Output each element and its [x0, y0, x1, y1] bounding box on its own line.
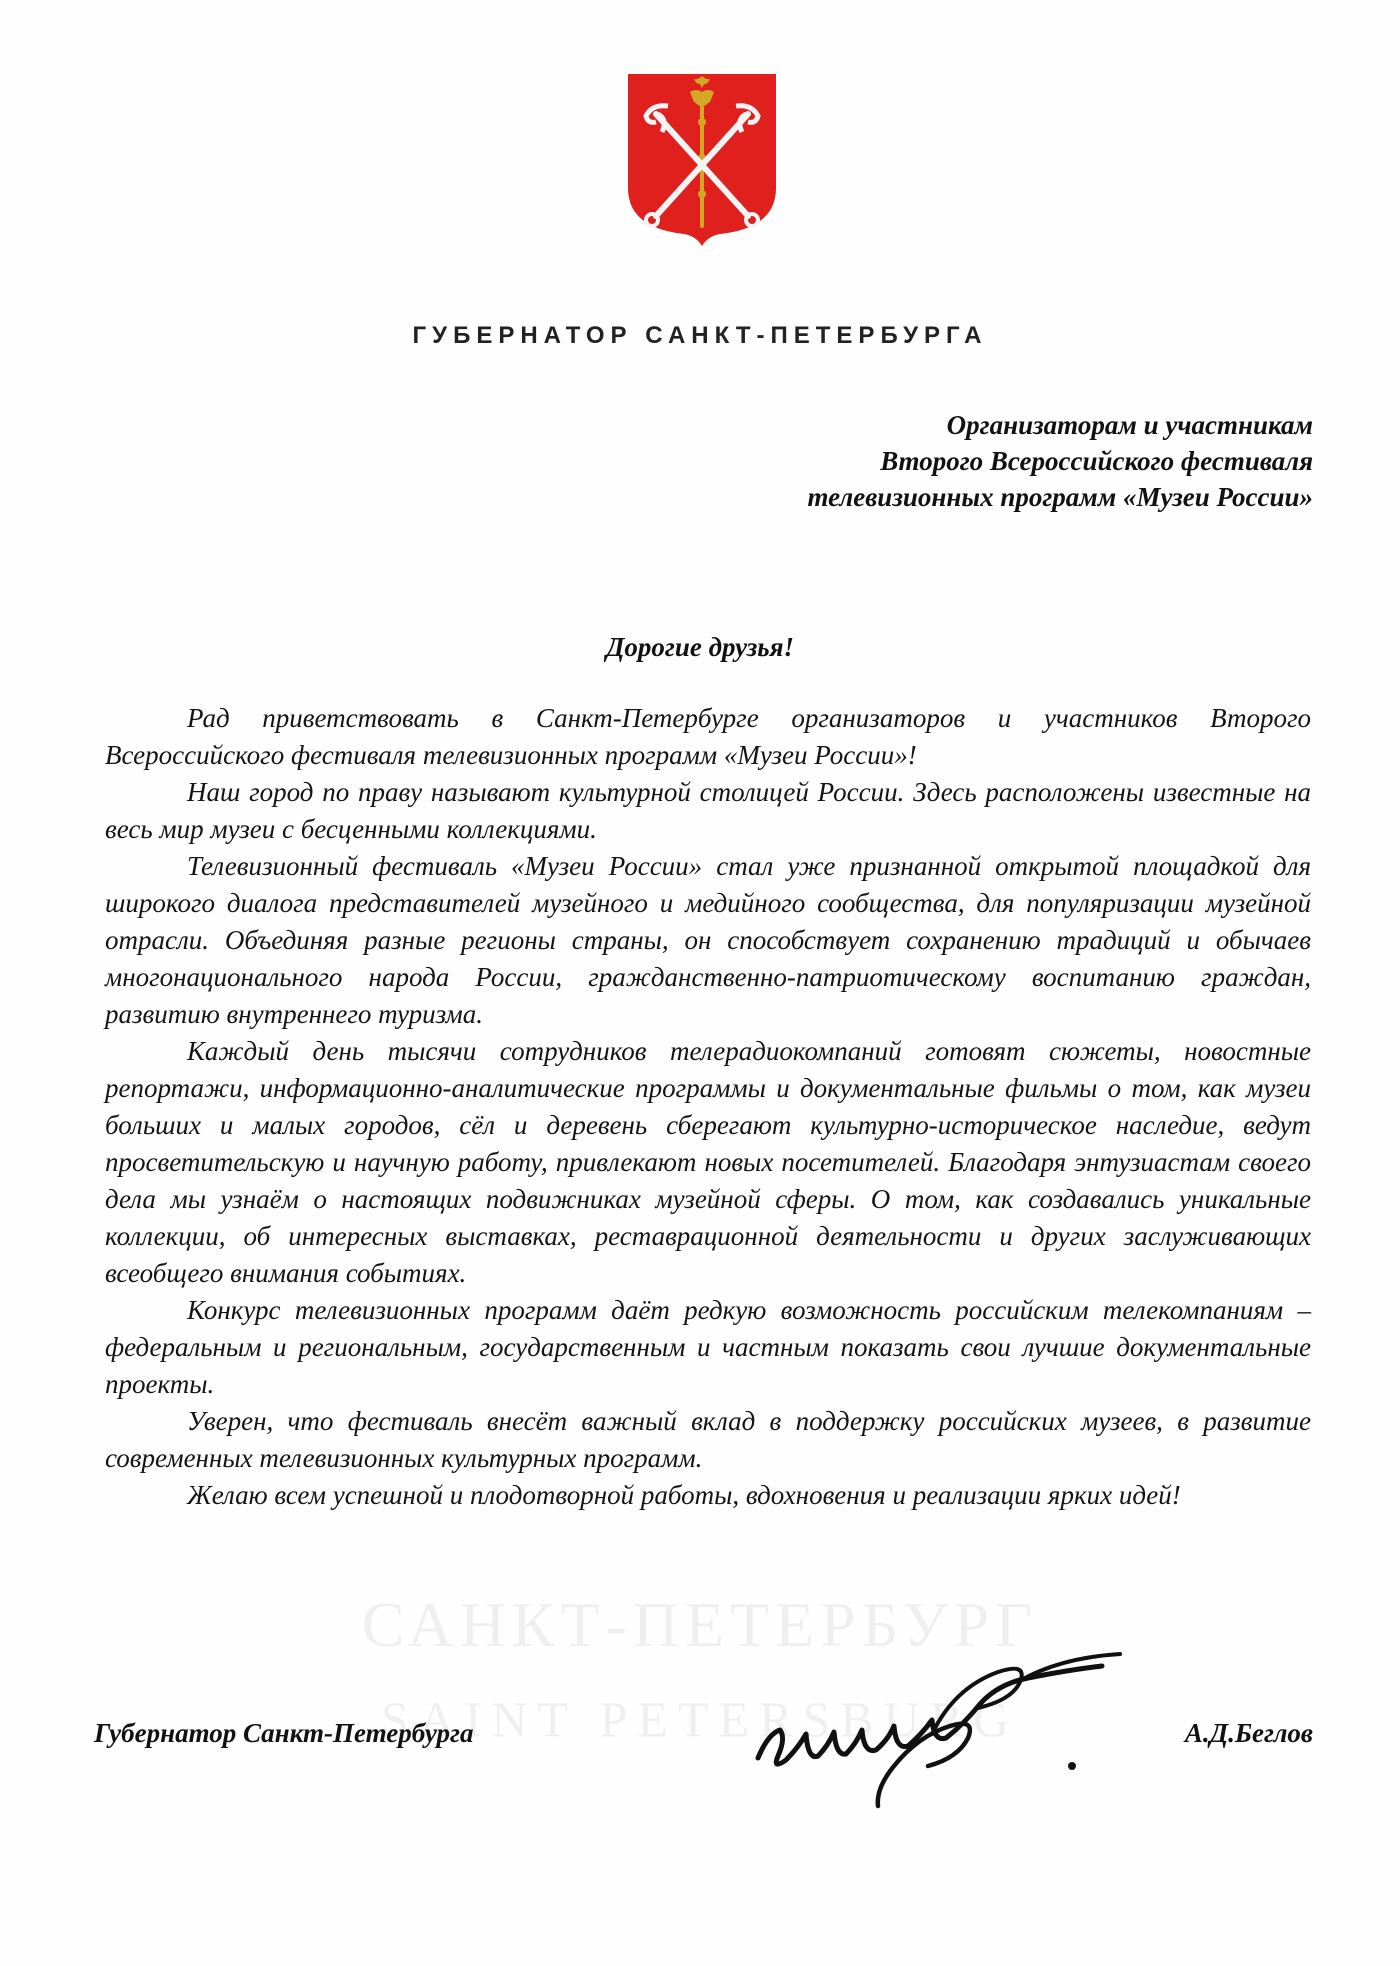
handwritten-signature [728, 1638, 1188, 1818]
addressee-line: Второго Всероссийского фестиваля [880, 446, 1313, 476]
signatory-title: Губернатор Санкт-Петербурга [94, 1718, 474, 1748]
coat-of-arms-icon [624, 70, 780, 248]
watermark-line: САНКТ-ПЕТЕРБУРГ [361, 1589, 1039, 1660]
letter-body [105, 700, 1311, 1514]
paragraph: Рад приветствовать в Санкт-Петербурге организаторов и участников Второго Всероссийского фестиваля телевизионных программ «Музеи России»! [105, 703, 1311, 770]
paragraph: Желаю всем успешной и плодотворной работы, вдохновения и реализации ярких идей! [187, 1480, 1181, 1510]
addressee-line: телевизионных программ «Музеи России» [807, 482, 1313, 512]
letterhead-title: ГУБЕРНАТОР САНКТ-ПЕТЕРБУРГА [412, 322, 988, 349]
signatory-name: А.Д.Беглов [1184, 1718, 1313, 1748]
paragraph: Телевизионный фестиваль «Музеи России» стал уже признанной открытой площадкой для широкого диалога представителей музейного и медийного сообщества, для популяризации музейной отрасли. Объединяя разные регионы страны, он способствует сохранению традиций и обычаев многонационального народа России, гражданственно-патриотическому воспитанию граждан, развитию внутреннего туризма. [105, 851, 1311, 1029]
greeting: Дорогие друзья! [605, 632, 795, 662]
watermark-line: SAINT PETERSBURG [380, 1691, 1020, 1747]
addressee-block [613, 407, 1313, 515]
paragraph: Каждый день тысячи сотрудников телерадиокомпаний готовят сюжеты, новостные репортажи, информационно-аналитические программы и документальные фильмы о том, как музеи больших и малых городов, сёл и деревень сберегают культурно-историческое наследие, ведут просветительскую и научную работу, привлекают новых посетителей. Благодаря энтузиастам своего дела мы узнаём о настоящих подвижниках музейной сферы. О том, как создавались уникальные коллекции, об интересных выставках, реставрационной деятельности и других заслуживающих всеобщего внимания событиях. [105, 1036, 1311, 1288]
paragraph: Уверен, что фестиваль внесёт важный вклад в поддержку российских музеев, в развитие современных телевизионных культурных программ. [105, 1406, 1311, 1473]
paragraph: Наш город по праву называют культурной столицей России. Здесь расположены известные на весь мир музеи с бесценными коллекциями. [105, 777, 1311, 844]
paragraph: Конкурс телевизионных программ даёт редкую возможность российским телекомпаниям – федеральным и региональным, государственным и частным показать свои лучшие документальные проекты. [105, 1295, 1311, 1399]
addressee-line: Организаторам и участникам [946, 410, 1313, 440]
